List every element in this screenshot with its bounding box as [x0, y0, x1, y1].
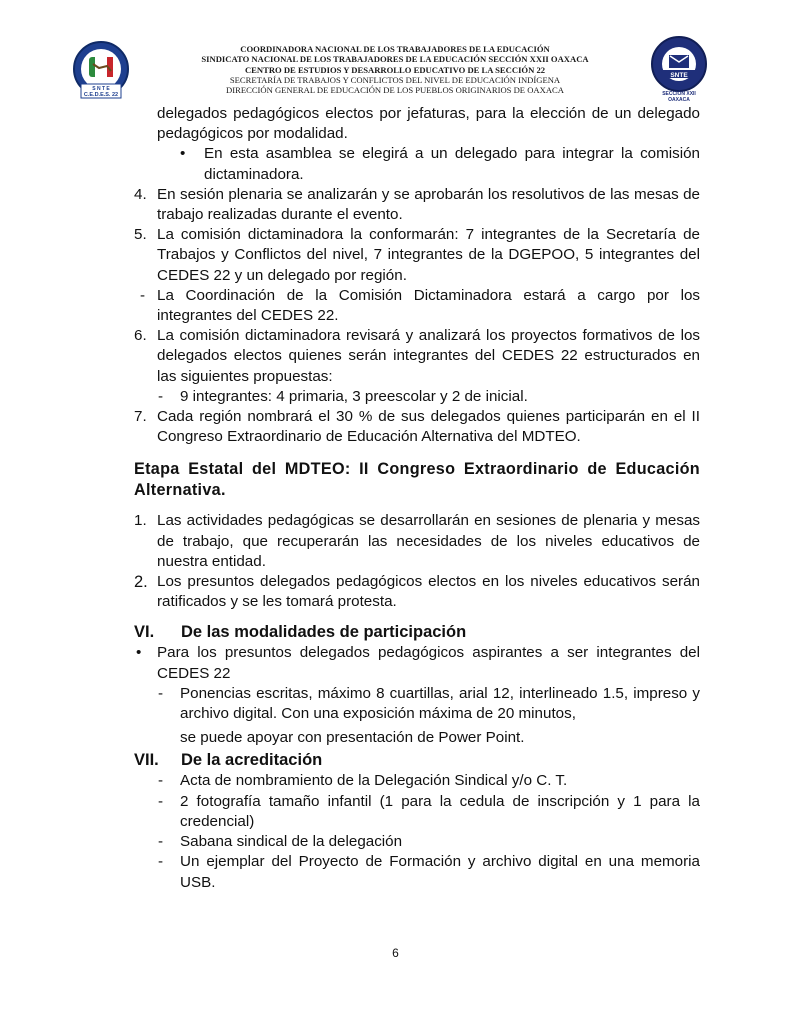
- list-item-text: La comisión dictaminadora la conformarán: 7 integrantes de la Secretaría de Trabajos y Conflictos del nivel, 7 integrantes de la DGEPOO, 5 integrantes del CEDES 22 y un delegado por región.: [157, 226, 700, 284]
- section-title-text: De la acreditación: [181, 751, 323, 770]
- list-item: [134, 286, 700, 326]
- page-number: 6: [392, 946, 399, 960]
- list-number: 5.: [134, 226, 147, 244]
- list-item-text: Un ejemplar del Proyecto de Formación y archivo digital en una memoria USB.: [180, 853, 700, 891]
- header-line: DIRECCIÓN GENERAL DE EDUCACIÓN DE LOS PUEBLOS ORIGINARIOS DE OAXACA: [226, 85, 564, 96]
- list-item-text: La Coordinación de la Comisión Dictaminadora estará a cargo por los integrantes del CEDES 22.: [157, 286, 700, 325]
- dash-marker: -: [140, 286, 146, 304]
- list-item: [134, 185, 700, 225]
- list-item-text: Acta de nombramiento de la Delegación Sindical y/o C. T.: [180, 772, 568, 790]
- svg-text:SNTE: SNTE: [670, 72, 688, 79]
- list-item: [134, 144, 700, 184]
- list-item: [134, 326, 700, 387]
- section-title-vi: [134, 622, 700, 643]
- list-item: [134, 832, 700, 852]
- list-item-text: Los presuntos delegados pedagógicos electos en los niveles educativos serán ratificados y se les tomará protesta.: [157, 573, 700, 611]
- section-title-text: De las modalidades de participación: [181, 623, 467, 642]
- section-title-vii: [134, 750, 700, 771]
- svg-text:OAXACA: OAXACA: [668, 97, 690, 102]
- section-number: VII.: [134, 751, 159, 770]
- list-item: [134, 771, 700, 791]
- list-number: 2.: [134, 573, 148, 592]
- dash-marker: -: [158, 387, 164, 405]
- bullet-icon: •: [180, 145, 186, 163]
- list-item: [134, 511, 700, 572]
- paragraph-continuation: se puede apoyar con presentación de Power Point.: [180, 729, 525, 747]
- list-item-text: En sesión plenaria se analizarán y se aprobarán los resolutivos de las mesas de trabajo realizadas durante el evento.: [157, 185, 700, 224]
- list-number: 1.: [134, 512, 147, 530]
- list-item: [134, 387, 700, 407]
- list-number: 6.: [134, 327, 147, 345]
- list-item-text: Ponencias escritas, máximo 8 cuartillas, arial 12, interlineado 1.5, impreso y archivo digital. Con una exposición máxima de 20 minutos,: [180, 684, 700, 723]
- list-item-text: 9 integrantes: 4 primaria, 3 preescolar y 2 de inicial.: [180, 387, 528, 405]
- list-item: [134, 572, 700, 612]
- dash-marker: -: [158, 684, 164, 702]
- list-item-text: En esta asamblea se elegirá a un delegado para integrar la comisión dictaminadora.: [204, 145, 700, 183]
- bullet-icon: •: [136, 644, 142, 662]
- list-item: [134, 407, 700, 447]
- paragraph-continuation: delegados pedagógicos electos por jefaturas, para la elección de un delegado pedagógicos por modalidad.: [157, 105, 700, 143]
- dash-marker: -: [158, 772, 164, 790]
- dash-marker: -: [158, 833, 164, 851]
- snte-seal-icon: [648, 36, 710, 102]
- svg-text:C.E.D.E.S. 22: C.E.D.E.S. 22: [83, 92, 119, 98]
- cedes22-seal-icon: [70, 40, 132, 102]
- list-number: 4.: [134, 185, 147, 203]
- list-item: [134, 852, 700, 892]
- document-body: [134, 104, 700, 893]
- list-item: [134, 792, 700, 832]
- list-item-text: La comisión dictaminadora revisará y analizará los proyectos formativos de los delegados electos quienes serán integrantes del CEDES 22 estructurados en las siguientes propuestas:: [157, 327, 700, 385]
- list-item-text: Cada región nombrará el 30 % de sus delegados quienes participarán en el II Congreso Extraordinario de Educación Alternativa del MDTEO.: [157, 408, 700, 446]
- section-number: VI.: [134, 623, 155, 642]
- list-item-text: Las actividades pedagógicas se desarrollarán en sesiones de plenaria y mesas de trabajo, que recuperarán las necesidades de los niveles educativos de nuestra entidad.: [157, 512, 700, 570]
- list-item-text: Sabana sindical de la delegación: [180, 833, 403, 851]
- header-line: COORDINADORA NACIONAL DE LOS TRABAJADORES DE LA EDUCACIÓN: [240, 44, 550, 54]
- list-item-text: 2 fotografía tamaño infantil (1 para la cedula de inscripción y 1 para la credencial): [180, 792, 700, 830]
- header-line: CENTRO DE ESTUDIOS Y DESARROLLO EDUCATIVO DE LA SECCIÓN 22: [244, 64, 546, 75]
- list-number: 7.: [134, 408, 147, 426]
- document-header: [0, 36, 791, 106]
- dash-marker: -: [158, 853, 164, 871]
- svg-text:SECCIÓN XXII: SECCIÓN XXII: [662, 91, 696, 97]
- header-text: [150, 44, 640, 95]
- svg-text:S N T E: S N T E: [92, 86, 110, 92]
- list-item: [134, 225, 700, 286]
- header-line: SECRETARÍA DE TRABAJOS Y CONFLICTOS DEL NIVEL DE EDUCACIÓN INDÍGENA: [229, 74, 561, 85]
- list-item: [134, 684, 700, 724]
- header-line: SINDICATO NACIONAL DE LOS TRABAJADORES DE LA EDUCACIÓN SECCIÓN XXII OAXACA: [201, 54, 589, 65]
- list-item: [134, 643, 700, 683]
- section-heading: Etapa Estatal del MDTEO: II Congreso Extraordinario de Educación Alternativa.: [134, 460, 700, 500]
- list-item-text: Para los presuntos delegados pedagógicos aspirantes a ser integrantes del CEDES 22: [157, 644, 700, 682]
- dash-marker: -: [158, 792, 164, 810]
